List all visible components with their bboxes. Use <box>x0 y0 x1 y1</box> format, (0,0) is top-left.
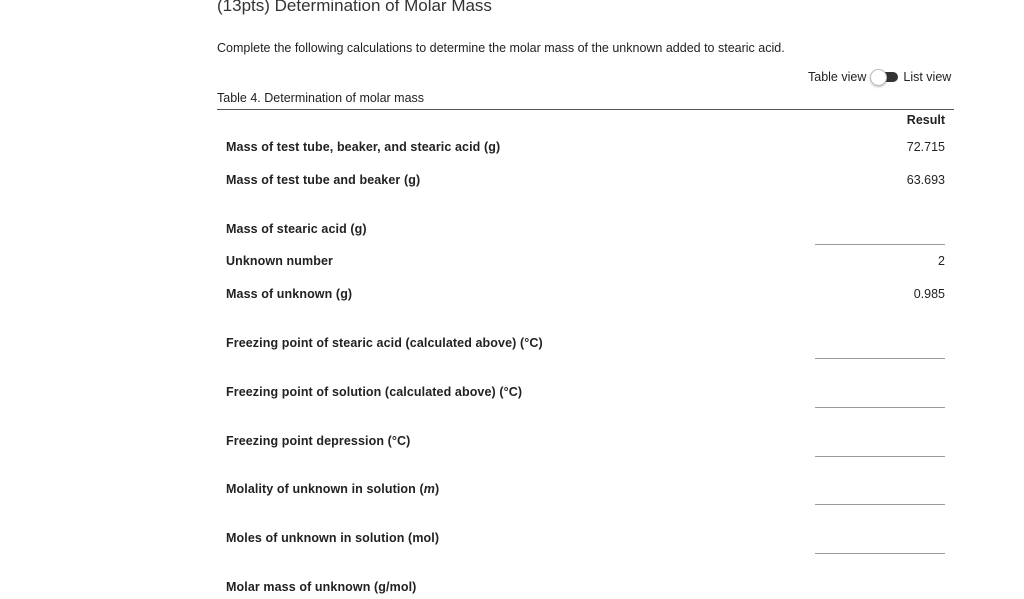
molar-mass-unknown-input[interactable] <box>815 584 945 599</box>
table-view-label[interactable]: Table view <box>808 70 867 84</box>
table-row <box>217 482 954 502</box>
table-row <box>217 254 954 274</box>
row-value: 63.693 <box>906 173 945 187</box>
molality-symbol: m <box>423 482 435 496</box>
row-label-prefix: Molality of unknown in solution ( <box>226 482 424 496</box>
row-value: 0.985 <box>913 287 945 301</box>
instructions-text: Complete the following calculations to determine the molar mass of the unknown added to stearic acid. <box>217 41 785 55</box>
table-row <box>217 222 954 242</box>
row-value: 2 <box>938 254 945 268</box>
view-toggle-switch[interactable] <box>870 69 900 85</box>
table-row <box>217 580 954 599</box>
freezing-point-stearic-acid-input[interactable] <box>815 340 945 359</box>
row-label: Molar mass of unknown (g/mol) <box>226 580 417 594</box>
table-row <box>217 531 954 551</box>
table-caption: Table 4. Determination of molar mass <box>217 91 425 105</box>
row-label: Mass of test tube, beaker, and stearic acid (g) <box>226 140 501 154</box>
result-column-header: Result <box>906 113 945 127</box>
mass-stearic-acid-input[interactable] <box>815 226 945 245</box>
view-toggle[interactable] <box>808 69 951 85</box>
table-divider <box>217 109 954 110</box>
freezing-point-solution-input[interactable] <box>815 389 945 408</box>
row-value: 72.715 <box>906 140 945 154</box>
row-label: Mass of test tube and beaker (g) <box>226 173 421 187</box>
row-label: Unknown number <box>226 254 333 268</box>
table-row <box>217 336 954 356</box>
row-label: Moles of unknown in solution (mol) <box>226 531 440 545</box>
table-row <box>217 385 954 405</box>
row-label: Mass of unknown (g) <box>226 287 353 301</box>
row-label: Freezing point of stearic acid (calculated above) (°C) <box>226 336 543 350</box>
list-view-label[interactable]: List view <box>903 70 952 84</box>
row-label: Mass of stearic acid (g) <box>226 222 367 236</box>
row-label <box>226 482 439 496</box>
table-row <box>217 434 954 454</box>
freezing-point-depression-input[interactable] <box>815 438 945 457</box>
row-label-suffix: ) <box>434 482 440 496</box>
row-label: Freezing point of solution (calculated above) (°C) <box>226 385 523 399</box>
moles-unknown-input[interactable] <box>815 535 945 554</box>
row-label: Freezing point depression (°C) <box>226 434 411 448</box>
table-row <box>217 287 954 307</box>
table-row <box>217 140 954 160</box>
molality-input[interactable] <box>815 486 945 505</box>
toggle-knob <box>870 69 887 86</box>
section-title: (13pts) Determination of Molar Mass <box>217 0 492 15</box>
table-row <box>217 173 954 193</box>
